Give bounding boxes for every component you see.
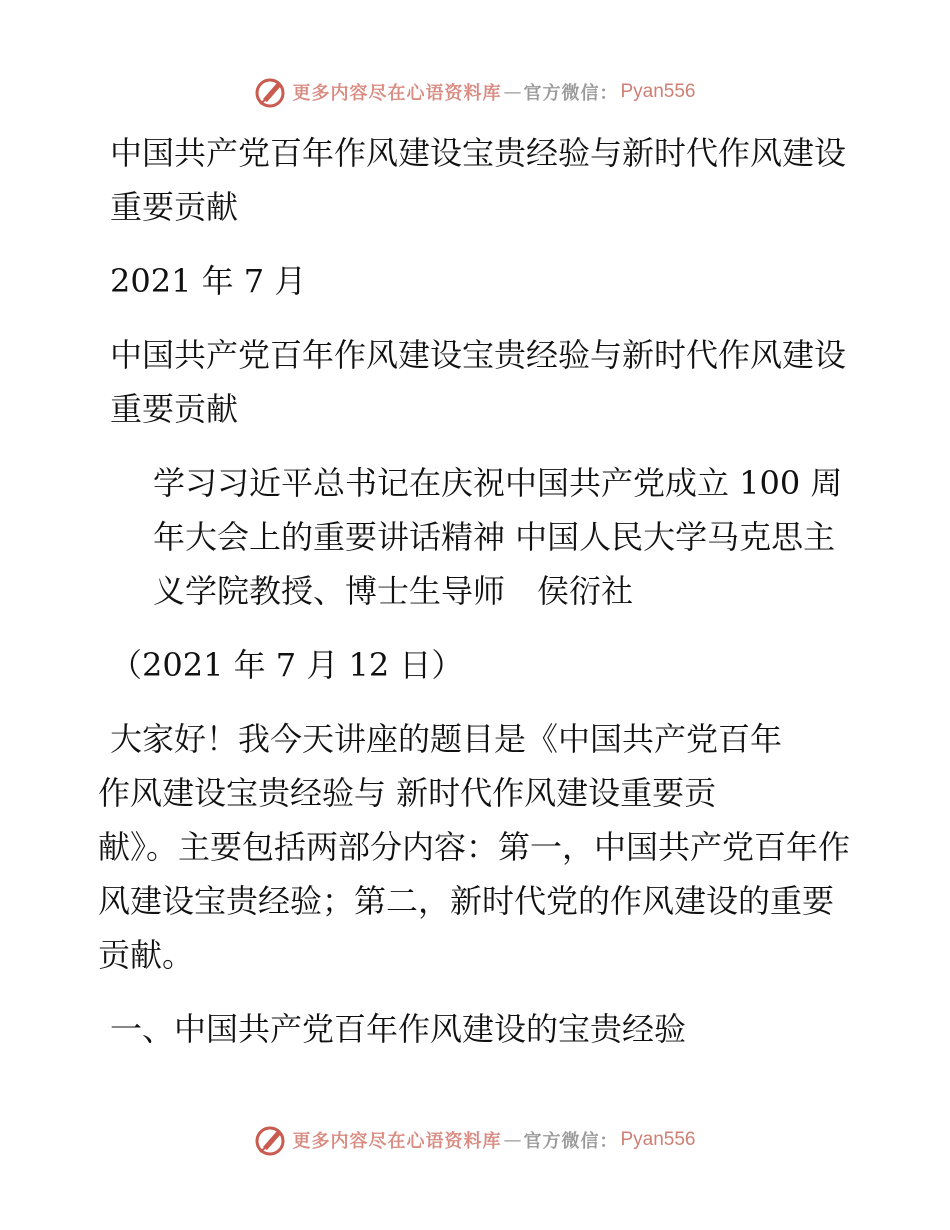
document-date: 2021 年 7 月 — [110, 262, 307, 300]
watermark-wechat-id: Pyan556 — [620, 1129, 696, 1150]
lecture-date: （2021 年 7 月 12 日） — [110, 646, 464, 684]
watermark-official-label: 官方微信： — [523, 1131, 619, 1152]
quill-seal-icon — [254, 1123, 288, 1157]
watermark-main-text: 更多内容尽在心语资料库 — [292, 83, 502, 104]
intro-line-2: 作风建设宝贵经验与 新时代作风建设重要贡 — [98, 774, 717, 812]
section-heading: 一、中国共产党百年作风建设的宝贵经验 — [110, 1010, 687, 1048]
quill-seal-icon — [254, 75, 288, 109]
watermark-dash: — — [503, 1129, 522, 1151]
intro-line-1: 大家好！我今天讲座的题目是《中国共产党百年 — [110, 720, 783, 758]
watermark-wechat-id: Pyan556 — [620, 81, 696, 102]
watermark-official-label: 官方微信： — [523, 83, 619, 104]
watermark-dash: — — [503, 81, 522, 103]
document-body — [98, 126, 858, 1056]
intro-paragraph — [98, 712, 858, 982]
intro-rest: 献》。主要包括两部分内容：第一，中国共产党百年作风建设宝贵经验；第二，新时代党的作风建设的重要贡献。 — [98, 828, 851, 974]
lecture-subtitle: 学习习近平总书记在庆祝中国共产党成立 100 周年大会上的重要讲话精神 中国人民大学马克思主义学院教授、博士生导师 侯衍社 — [153, 464, 843, 610]
footer-watermark — [0, 1120, 950, 1160]
lecture-title: 中国共产党百年作风建设宝贵经验与新时代作风建设重要贡献 — [110, 336, 847, 428]
document-title: 中国共产党百年作风建设宝贵经验与新时代作风建设重要贡献 — [110, 134, 847, 226]
watermark-main-text: 更多内容尽在心语资料库 — [292, 1131, 502, 1152]
header-watermark — [0, 72, 950, 112]
